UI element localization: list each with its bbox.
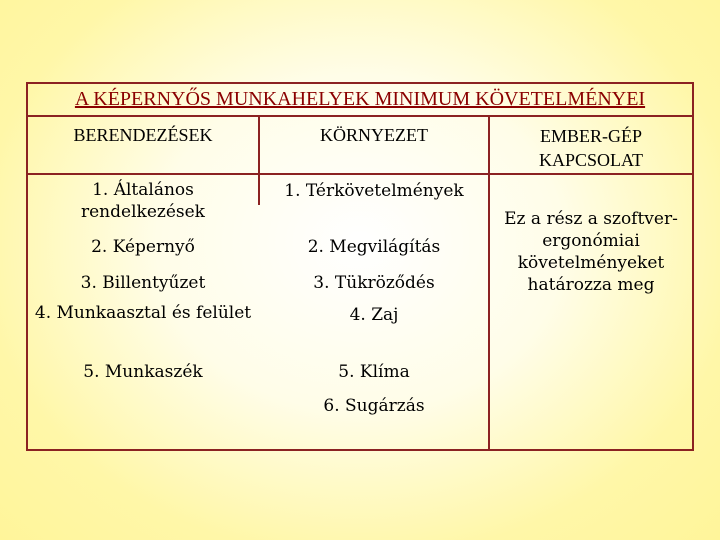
header-ember-gep: EMBER-GÉP KAPCSOLAT	[538, 126, 644, 170]
title-row	[28, 84, 692, 117]
col2-item-6: 6. Sugárzás	[323, 396, 425, 416]
col1-item-5: 5. Munkaszék	[83, 362, 203, 382]
requirements-table	[26, 82, 694, 451]
col2-item-5: 5. Klíma	[338, 362, 410, 382]
col3-text: Ez a rész a szoftver-ergonómiai követelményeket határozza meg	[504, 209, 678, 295]
col1-item-3: 3. Billentyűzet	[80, 273, 206, 293]
col2-item-4: 4. Zaj	[349, 305, 399, 325]
col2-item-1: 1. Térkövetelmények	[284, 181, 464, 201]
header-kornyezet: KÖRNYEZET	[320, 125, 428, 145]
header-divider	[28, 173, 692, 175]
header-berendezesek: BERENDEZÉSEK	[73, 125, 213, 145]
col1-item-4: 4. Munkaasztal és felület	[34, 303, 252, 323]
col1-item-2: 2. Képernyő	[91, 237, 195, 257]
col1-item-1: 1. Általános rendelkezések	[81, 180, 205, 222]
col2-item-3: 3. Tükröződés	[313, 273, 435, 293]
table-title: A KÉPERNYŐS MUNKAHELYEK MINIMUM KÖVETELMÉNYEI	[74, 88, 646, 110]
col2-item-2: 2. Megvilágítás	[307, 237, 441, 257]
